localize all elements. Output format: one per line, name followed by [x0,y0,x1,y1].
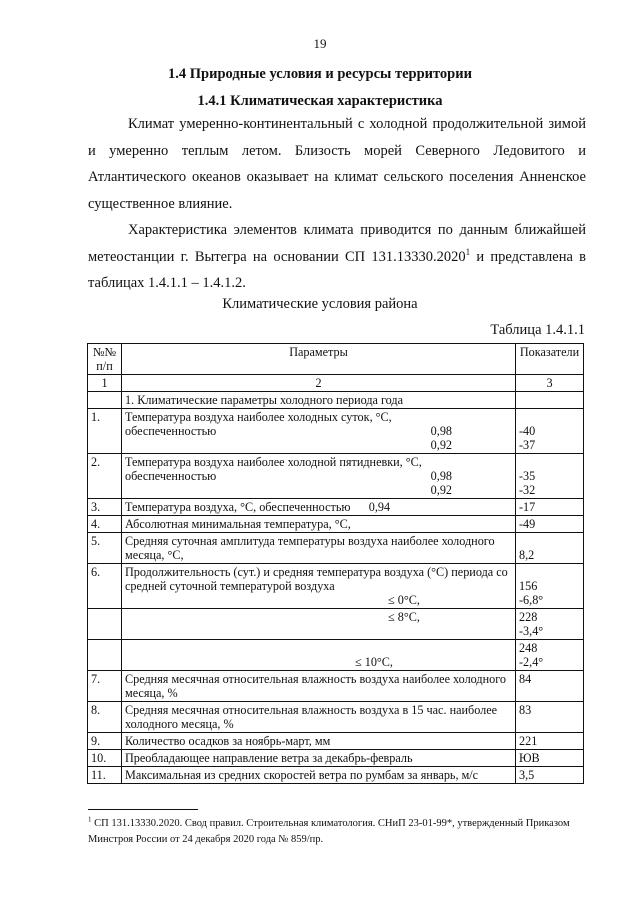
footnote-text: СП 131.13330.2020. Свод правил. Строительная климатология. СНиП 23-01-99*, утвержденный Приказом Минстроя России от 24 декабря 2020 года № 859/пр. [88,818,570,845]
row-param-line: Температура воздуха наиболее холодных суток, °С, [125,410,392,424]
footnote-divider [88,809,198,810]
row-probability: 0,92 [430,438,452,452]
row-value: 83 [516,702,584,733]
row-num: 6. [88,564,122,609]
row-param: Средняя месячная относительная влажность воздуха в 15 час. наиболее холодного месяца, % [122,702,516,733]
row-param-line: обеспеченностью [125,424,217,438]
footnote-marker: 1 [88,815,92,824]
row-threshold: ≤ 10°С, [355,655,393,669]
row-value: -17 [516,499,584,516]
row-param: Средняя месячная относительная влажность воздуха наиболее холодного месяца, % [122,671,516,702]
row-param [122,454,516,499]
table-row [88,609,584,640]
row-value: 221 [516,733,584,750]
footnote [88,816,586,848]
table-row [88,409,584,454]
row-value: 248 -2,4° [516,640,584,671]
row-value: 228 -3,4° [516,609,584,640]
table-row [88,671,584,702]
row-probability: 0,92 [430,483,452,497]
table-section-row [88,392,584,409]
row-threshold: ≤ 0°С, [388,593,420,607]
row-param: Средняя суточная амплитуда температуры воздуха наиболее холодного месяца, °С, [122,533,516,564]
row-param-line: Температура воздуха наиболее холодной пятидневки, °С, [125,455,422,469]
row-value: 84 [516,671,584,702]
subsection-heading: 1.4.1 Климатическая характеристика [197,93,443,109]
row-probability: 0,94 [368,500,391,514]
table-row [88,767,584,784]
row-param: Количество осадков за ноябрь-март, мм [122,733,516,750]
table-title: Климатические условия района [222,296,418,312]
row-param-line: обеспеченностью [125,469,217,483]
row-value: 8,2 [516,533,584,564]
row-num: 2. [88,454,122,499]
colnum-2: 2 [122,375,516,392]
row-num: 1. [88,409,122,454]
header-param: Параметры [122,344,516,375]
row-value: -35 -32 [516,454,584,499]
table-row [88,454,584,499]
row-num: 11. [88,767,122,784]
row-probability: 0,98 [430,424,452,438]
table-row [88,640,584,671]
row-value: 3,5 [516,767,584,784]
row-threshold: ≤ 8°С, [388,610,420,624]
row-param: Максимальная из средних скоростей ветра по румбам за январь, м/с [122,767,516,784]
row-param [122,640,516,671]
table-row [88,516,584,533]
row-param [122,409,516,454]
row-num: 3. [88,499,122,516]
row-num: 5. [88,533,122,564]
section-title: 1. Климатические параметры холодного периода года [122,392,516,409]
row-param: Температура воздуха, °С, обеспеченностью 0,94 [122,499,516,516]
colnum-3: 3 [516,375,584,392]
table-row [88,733,584,750]
table-header-row [88,344,584,375]
row-num: 8. [88,702,122,733]
table-row [88,499,584,516]
page-number: 19 [313,36,327,51]
table-row [88,564,584,609]
paragraph-source [88,217,586,297]
row-num: 7. [88,671,122,702]
table-row [88,702,584,733]
header-num: №№ п/п [88,344,122,375]
row-num: 4. [88,516,122,533]
row-param [122,609,516,640]
row-num: 9. [88,733,122,750]
row-value: -40 -37 [516,409,584,454]
paragraph-source-tail: и представлена в таблицах 1.4.1.1 – 1.4.1.2. [88,248,586,291]
row-value: -49 [516,516,584,533]
section-heading: 1.4 Природные условия и ресурсы территории [168,66,472,82]
row-probability: 0,98 [430,469,452,483]
table-number: Таблица 1.4.1.1 [490,322,585,338]
climate-table [87,343,584,784]
colnum-1: 1 [88,375,122,392]
row-param: Продолжительность (сут.) и средняя температура воздуха (°С) периода со средней суточной температурой воздуха ≤ 0°С, [122,564,516,609]
header-value: Показатели [516,344,584,375]
row-param: Абсолютная минимальная температура, °С, [122,516,516,533]
table-colnum-row [88,375,584,392]
paragraph-climate: Климат умеренно-континентальный с холодной продолжительной зимой и умеренно теплым летом. Близость морей Северного Ледовитого и Атлантического океанов оказывает на климат сельского поселения Анненское существенное влияние. [88,116,586,212]
row-num: 10. [88,750,122,767]
row-value: 156 -6,8° [516,564,584,609]
row-param: Преобладающее направление ветра за декабрь-февраль [122,750,516,767]
footnote-ref[interactable]: 1 [465,246,471,257]
table-row [88,533,584,564]
table-row [88,750,584,767]
paragraph-source-text: Характеристика элементов климата приводится по данным ближайшей метеостанции г. Вытегра на основании СП 131.13330.2020 [88,222,586,265]
row-value: ЮВ [516,750,584,767]
